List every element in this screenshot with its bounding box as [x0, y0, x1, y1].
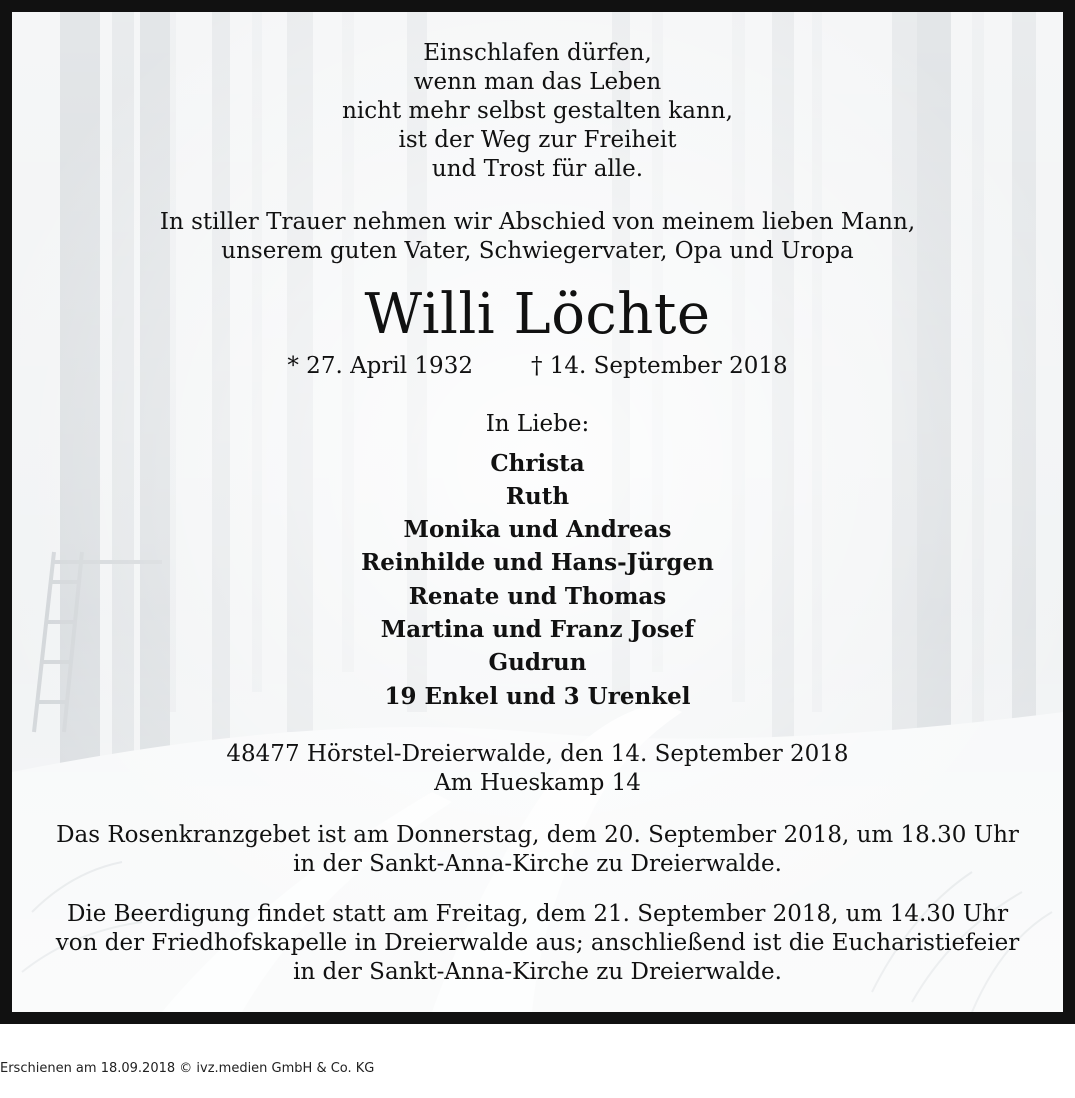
- mourner-name: Monika und Andreas: [403, 516, 672, 543]
- mourner-name: Ruth: [505, 483, 570, 510]
- intro-line: In stiller Trauer nehmen wir Abschied von meinem lieben Mann,: [159, 209, 916, 235]
- rosary-notice: Das Rosenkranzgebet ist am Donnerstag, dem 20. September 2018, um 18.30 Uhr: [56, 822, 1019, 848]
- address-line: 48477 Hörstel-Dreierwalde, den 14. September 2018: [226, 741, 849, 767]
- death-date: † 14. September 2018: [530, 353, 788, 379]
- funeral-notice: von der Friedhofskapelle in Dreierwalde aus; anschließend ist die Eucharistiefeier: [55, 930, 1020, 956]
- funeral-notice: in der Sankt-Anna-Kirche zu Dreierwalde.: [293, 959, 782, 985]
- deceased-name: Willi Löchte: [364, 282, 711, 347]
- verse-line: nicht mehr selbst gestalten kann,: [342, 98, 733, 124]
- life-dates: [12, 353, 1063, 379]
- mourner-name: Renate und Thomas: [408, 583, 667, 610]
- funeral-notice: Die Beerdigung findet statt am Freitag, dem 21. September 2018, um 14.30 Uhr: [66, 901, 1009, 927]
- intro-line: unserem guten Vater, Schwiegervater, Opa und Uropa: [221, 238, 854, 264]
- mourner-name: Martina und Franz Josef: [380, 616, 695, 643]
- mourner-name: Gudrun: [488, 649, 587, 676]
- verse-line: Einschlafen dürfen,: [423, 40, 652, 66]
- mourner-name: Christa: [490, 450, 585, 477]
- obituary-content: [12, 12, 1063, 1012]
- verse-line: wenn man das Leben: [413, 69, 662, 95]
- birth-date: * 27. April 1932: [287, 353, 473, 379]
- mourners-label: In Liebe:: [485, 411, 590, 437]
- mourner-name: Reinhilde und Hans-Jürgen: [361, 549, 714, 576]
- rosary-notice: in der Sankt-Anna-Kirche zu Dreierwalde.: [293, 851, 782, 877]
- address-line: Am Hueskamp 14: [434, 770, 641, 796]
- verse-line: und Trost für alle.: [431, 156, 644, 182]
- mourner-name: 19 Enkel und 3 Urenkel: [384, 683, 691, 710]
- verse-line: ist der Weg zur Freiheit: [398, 127, 677, 153]
- publication-footer: Erschienen am 18.09.2018 © ivz.medien GmbH & Co. KG: [0, 1061, 375, 1076]
